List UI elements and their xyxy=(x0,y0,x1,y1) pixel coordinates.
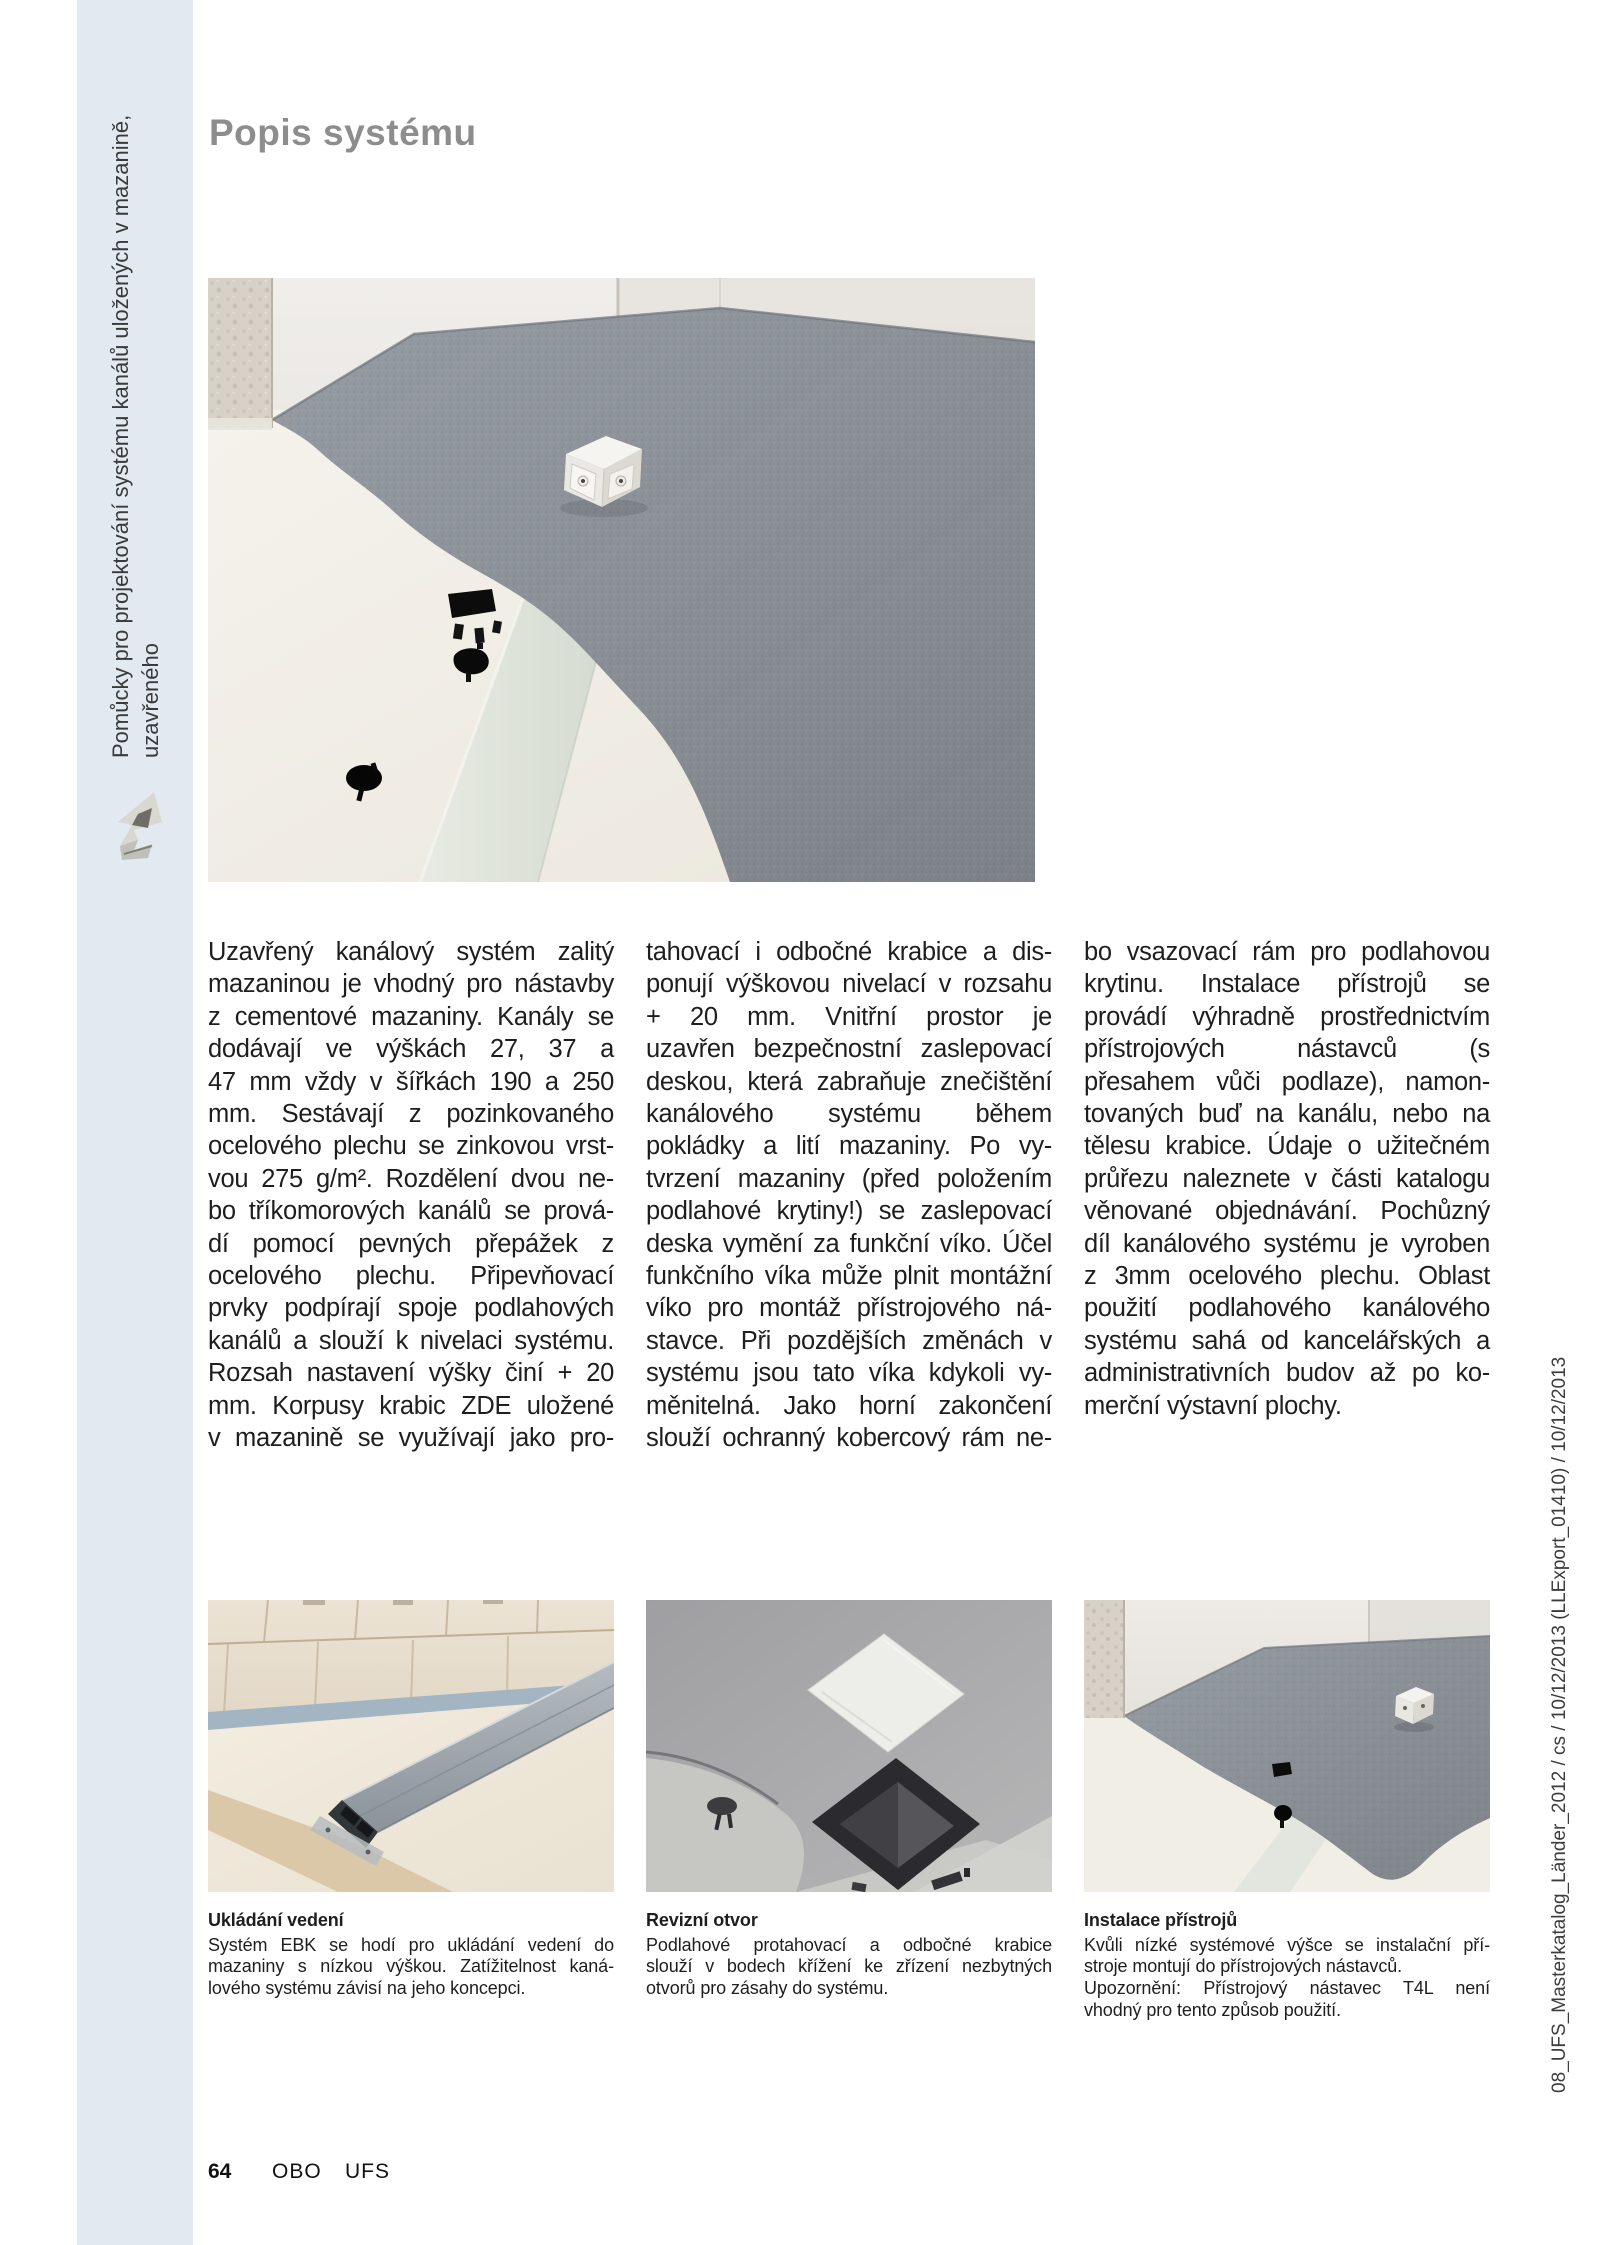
caption-title: Instalace přístrojů xyxy=(1084,1910,1238,1930)
arrow-marker-graphic xyxy=(108,788,170,864)
brand-obo: OBO xyxy=(272,2160,322,2183)
text-line: kanálového systému během xyxy=(646,1100,1052,1129)
concrete-pillar xyxy=(208,278,272,430)
text-line: uzavřen bezpečnostní zaslepovací xyxy=(646,1035,1052,1064)
figure-photo-inspection-opening xyxy=(646,1600,1052,1892)
text-line: bo tříkomorových kanálů se prová- xyxy=(208,1197,614,1226)
page-number: 64 xyxy=(208,2160,232,2183)
main-photo-screed-floor xyxy=(208,278,1035,882)
print-version-note: 08_UFS_Masterkatalog_Länder_2012 / cs / 10/12/2013 (LLExport_01410) / 10/12/2013 xyxy=(1549,1356,1570,2093)
caption-body xyxy=(1084,1935,1490,2022)
text-line: vou 275 g/m². Rozdělení dvou ne- xyxy=(208,1164,614,1193)
text-line: díl kanálového systému je vyroben xyxy=(1084,1229,1490,1258)
text-line: bo vsazovací rám pro podlahovou xyxy=(1084,938,1490,966)
text-line: ocelového plechu. Připevňovací xyxy=(208,1262,614,1291)
text-line: krytinu. Instalace přístrojů se xyxy=(1084,970,1490,999)
text-line: průřezu naleznete v části katalogu xyxy=(1084,1164,1490,1193)
text-line: tahovací i odbočné krabice a dis- xyxy=(646,938,1052,966)
text-line: použití podlahového kanálového xyxy=(1084,1294,1490,1323)
text-line: + 20 mm. Vnitřní prostor je xyxy=(646,1002,1052,1031)
main-photo-art xyxy=(208,278,1035,882)
text-line: stroje montují do přístrojových nástavců. xyxy=(1084,1956,1403,1977)
text-line: Upozornění: Přístrojový nástavec T4L není xyxy=(1084,1978,1490,1999)
text-line: pokládky a lití mazaniny. Po vy- xyxy=(646,1132,1052,1161)
caption-body xyxy=(208,1935,614,2000)
figure3-art xyxy=(1084,1600,1490,1892)
text-line: Systém EBK se hodí pro ukládání vedení do xyxy=(208,1934,614,1955)
concrete-pillar xyxy=(1084,1600,1124,1718)
text-line: v mazanině se využívají jako pro- xyxy=(208,1424,614,1453)
text-line: lového systému závisí na jeho koncepci. xyxy=(208,1978,526,1999)
text-line: Uzavřený kanálový systém zalitý xyxy=(208,938,614,966)
caption-inspection-opening xyxy=(646,1910,1052,2000)
sidebar-line-2: uzavřeného xyxy=(137,643,163,758)
text-line: měnitelná. Jako horní zakončení xyxy=(646,1391,1052,1420)
caption-title: Ukládání vedení xyxy=(208,1910,344,1930)
text-line: ocelového plechu se zinkovou vrst- xyxy=(208,1132,614,1161)
figure-photo-device-installation xyxy=(1084,1600,1490,1892)
text-line: z cementové mazaniny. Kanály se xyxy=(208,1002,614,1031)
text-line: přesahem vůči podlaze), namon- xyxy=(1084,1067,1490,1096)
text-line: deskou, která zabraňuje znečištění xyxy=(646,1067,1052,1096)
text-line: z 3mm ocelového plechu. Oblast xyxy=(1084,1262,1490,1291)
text-line: kanálů a slouží k nivelaci systému. xyxy=(208,1326,614,1355)
text-line: Kvůli nízké systémové výšce se instalační pří- xyxy=(1084,1934,1490,1955)
text-line: mm. Korpusy krabic ZDE uložené xyxy=(208,1391,614,1420)
caption-body xyxy=(646,1935,1052,2000)
text-line: dí pomocí pevných přepážek z xyxy=(208,1229,614,1258)
text-line: tovaných buď na kanálu, nebo na xyxy=(1084,1100,1490,1129)
text-line: vhodný pro tento způsob použití. xyxy=(1084,1999,1341,2020)
text-line: Rozsah nastavení výšky činí + 20 xyxy=(208,1359,614,1388)
text-line: slouží ochranný kobercový rám ne- xyxy=(646,1424,1052,1453)
page-title: Popis systému xyxy=(209,112,477,153)
body-column-1 xyxy=(208,936,614,1455)
body-column-3 xyxy=(1084,936,1490,1422)
text-line: podlahové krytiny!) se zaslepovací xyxy=(646,1197,1052,1226)
text-line: mm. Sestávají z pozinkovaného xyxy=(208,1100,614,1129)
caption-cable-laying xyxy=(208,1910,614,2000)
text-line: víko pro montáž přístrojového ná- xyxy=(646,1294,1052,1323)
text-line: 47 mm vždy v šířkách 190 a 250 xyxy=(208,1067,614,1096)
text-line: přístrojových nástavců (s xyxy=(1084,1035,1490,1064)
figure-photo-cable-laying xyxy=(208,1600,614,1892)
text-line: mazaninou je vhodný pro nástavby xyxy=(208,970,614,999)
text-line: provádí výhradně prostřednictvím xyxy=(1084,1002,1490,1031)
text-line: otvorů pro zásahy do systému. xyxy=(646,1978,889,1999)
figure2-art xyxy=(646,1600,1052,1892)
text-line: funkčního víka může plnit montážní xyxy=(646,1262,1052,1291)
system-ufs: UFS xyxy=(345,2160,390,2183)
text-line: systému sahá od kancelářských a xyxy=(1084,1326,1490,1355)
arrow-marker-icon xyxy=(108,788,170,864)
text-line: administrativních budov až po ko- xyxy=(1084,1359,1490,1388)
figure1-art xyxy=(208,1600,614,1892)
text-line: systému jsou tato víka kdykoli vy- xyxy=(646,1359,1052,1388)
text-line: tvrzení mazaniny (před položením xyxy=(646,1164,1052,1193)
text-line: merční výstavní plochy. xyxy=(1084,1391,1342,1420)
text-line: ponují výškovou nivelací v rozsahu xyxy=(646,970,1052,999)
text-line: stavce. Při pozdějších změnách v xyxy=(646,1326,1052,1355)
text-line: deska vymění za funkční víko. Účel xyxy=(646,1229,1052,1258)
text-line: mazaniny s nízkou výškou. Zatížitelnost kaná- xyxy=(208,1956,614,1977)
text-line: tělesu krabice. Údaje o užitečném xyxy=(1084,1132,1490,1161)
body-column-2 xyxy=(646,936,1052,1455)
text-line: prvky podpírají spoje podlahových xyxy=(208,1294,614,1323)
caption-device-installation xyxy=(1084,1910,1490,2022)
text-line: věnované objednávání. Pochůzný xyxy=(1084,1197,1490,1226)
text-line: Podlahové protahovací a odbočné krabice xyxy=(646,1934,1052,1955)
page-footer xyxy=(208,2160,608,2190)
sidebar-chapter-text xyxy=(106,66,165,758)
caption-title: Revizní otvor xyxy=(646,1910,758,1930)
sidebar-line-1: Pomůcky pro projektování systému kanálů uložených v mazanině, xyxy=(108,114,133,758)
text-line: slouží v bodech křížení ke zřízení nezbytných xyxy=(646,1956,1052,1977)
text-line: dodávají ve výškách 27, 37 a xyxy=(208,1035,614,1064)
